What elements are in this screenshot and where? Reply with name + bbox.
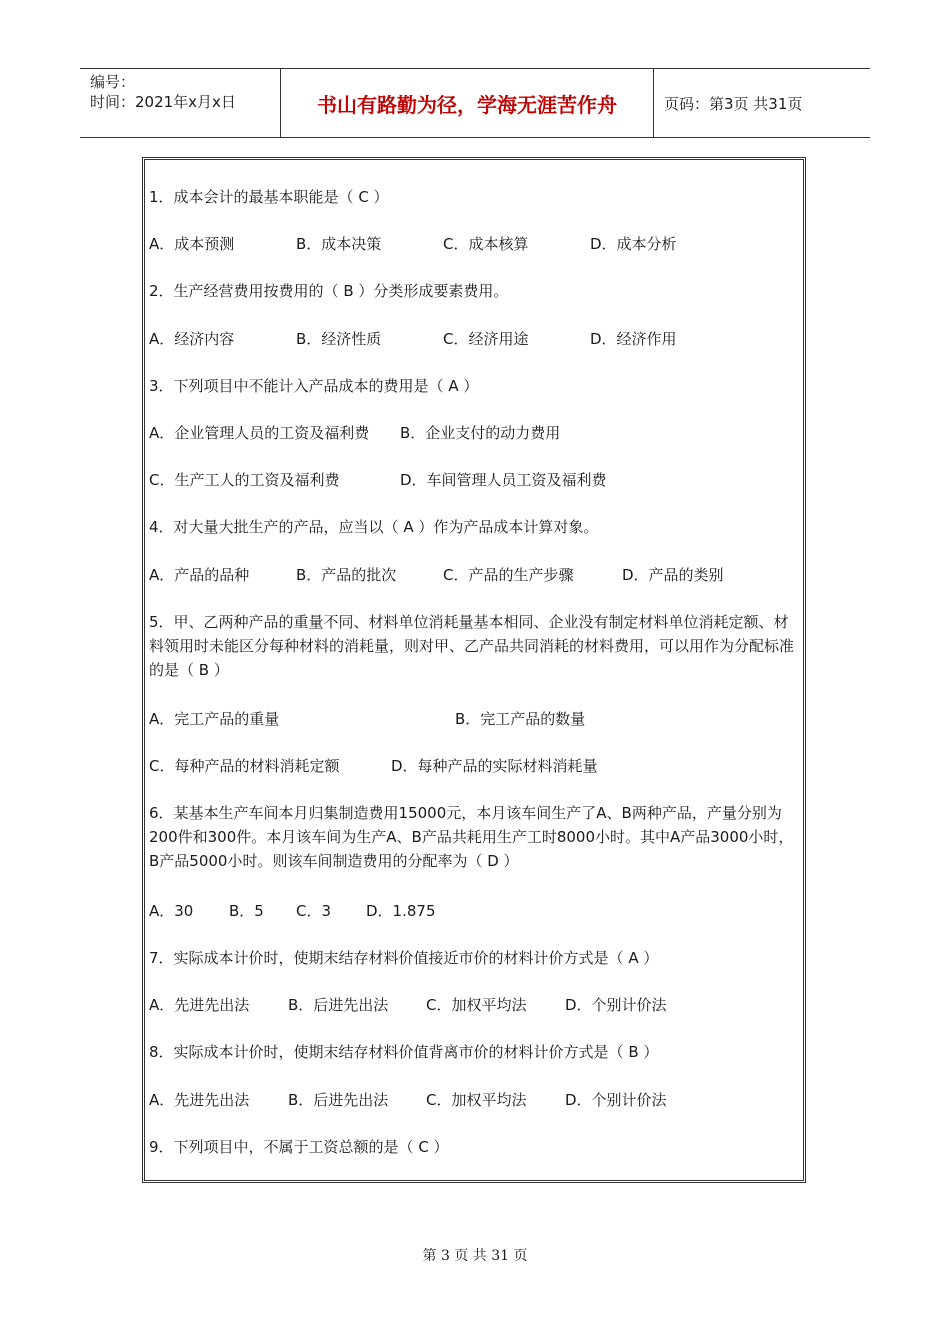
option: A．完工产品的重量: [149, 710, 280, 728]
question-3: 3．下列项目中不能计入产品成本的费用是（ A ）: [149, 377, 479, 395]
header-page-cell: [654, 69, 870, 137]
question-box: [142, 157, 806, 1183]
option: C．每种产品的材料消耗定额: [149, 757, 340, 775]
page-footer: 第 3 页 共 31 页: [422, 1248, 528, 1264]
option: B．产品的批次: [296, 566, 397, 584]
option: B．成本决策: [296, 235, 382, 253]
option: C．3: [296, 902, 332, 920]
option: D．车间管理人员工资及福利费: [400, 471, 607, 489]
option: D．成本分析: [590, 235, 677, 253]
page-info: 页码：第3页 共31页: [664, 95, 803, 113]
option: C．生产工人的工资及福利费: [149, 471, 340, 489]
option: D．经济作用: [590, 330, 677, 348]
option: D．个别计价法: [565, 1091, 667, 1109]
option: A．30: [149, 902, 194, 920]
option: C．加权平均法: [426, 996, 527, 1014]
motto: 书山有路勤为径，学海无涯苦作舟: [317, 93, 617, 117]
option: A．经济内容: [149, 330, 235, 348]
option: C．经济用途: [443, 330, 529, 348]
option: B．完工产品的数量: [455, 710, 586, 728]
question-1: 1．成本会计的最基本职能是（ C ）: [149, 188, 389, 206]
question-2: 2．生产经营费用按费用的（ B ）分类形成要素费用。: [149, 282, 509, 300]
option: D．产品的类别: [622, 566, 724, 584]
option: B．5: [229, 902, 264, 920]
serial-label: 编号：: [90, 73, 136, 91]
option: B．经济性质: [296, 330, 382, 348]
question-4: 4．对大量大批生产的产品，应当以（ A ）作为产品成本计算对象。: [149, 518, 599, 536]
header-meta: [80, 69, 281, 137]
question-5: 5．甲、乙两种产品的重量不同、材料单位消耗量基本相同、企业没有制定材料单位消耗定额、材料领用时未能区分每种材料的消耗量，则对甲、乙产品共同消耗的材料费用，可以用作为分配标准的是（ B ）: [149, 613, 795, 679]
option: C．加权平均法: [426, 1091, 527, 1109]
option: A．先进先出法: [149, 1091, 250, 1109]
option: D．个别计价法: [565, 996, 667, 1014]
header-motto-cell: [281, 69, 654, 137]
option: C．产品的生产步骤: [443, 566, 574, 584]
question-9: 9．下列项目中，不属于工资总额的是（ C ）: [149, 1138, 449, 1156]
option: C．成本核算: [443, 235, 529, 253]
option: B．后进先出法: [288, 1091, 389, 1109]
option: B．企业支付的动力费用: [400, 424, 561, 442]
option: D．每种产品的实际材料消耗量: [391, 757, 598, 775]
time-label: 时间：2021年x月x日: [90, 93, 236, 111]
question-7: 7．实际成本计价时，使期末结存材料价值接近市价的材料计价方式是（ A ）: [149, 949, 659, 967]
question-6: 6．某基本生产车间本月归集制造费用15000元，本月该车间生产了A、B两种产品，产量分别为200件和300件。本月该车间为生产A、B产品共耗用生产工时8000小时。其中A产品3000小时，B产品5000小时。则该车间制造费用的分配率为（ D ）: [149, 804, 794, 870]
question-8: 8．实际成本计价时，使期末结存材料价值背离市价的材料计价方式是（ B ）: [149, 1043, 659, 1061]
option: B．后进先出法: [288, 996, 389, 1014]
page-header: [80, 68, 870, 138]
option: D．1.875: [366, 902, 436, 920]
option: A．企业管理人员的工资及福利费: [149, 424, 370, 442]
option: A．先进先出法: [149, 996, 250, 1014]
option: A．成本预测: [149, 235, 235, 253]
option: A．产品的品种: [149, 566, 250, 584]
